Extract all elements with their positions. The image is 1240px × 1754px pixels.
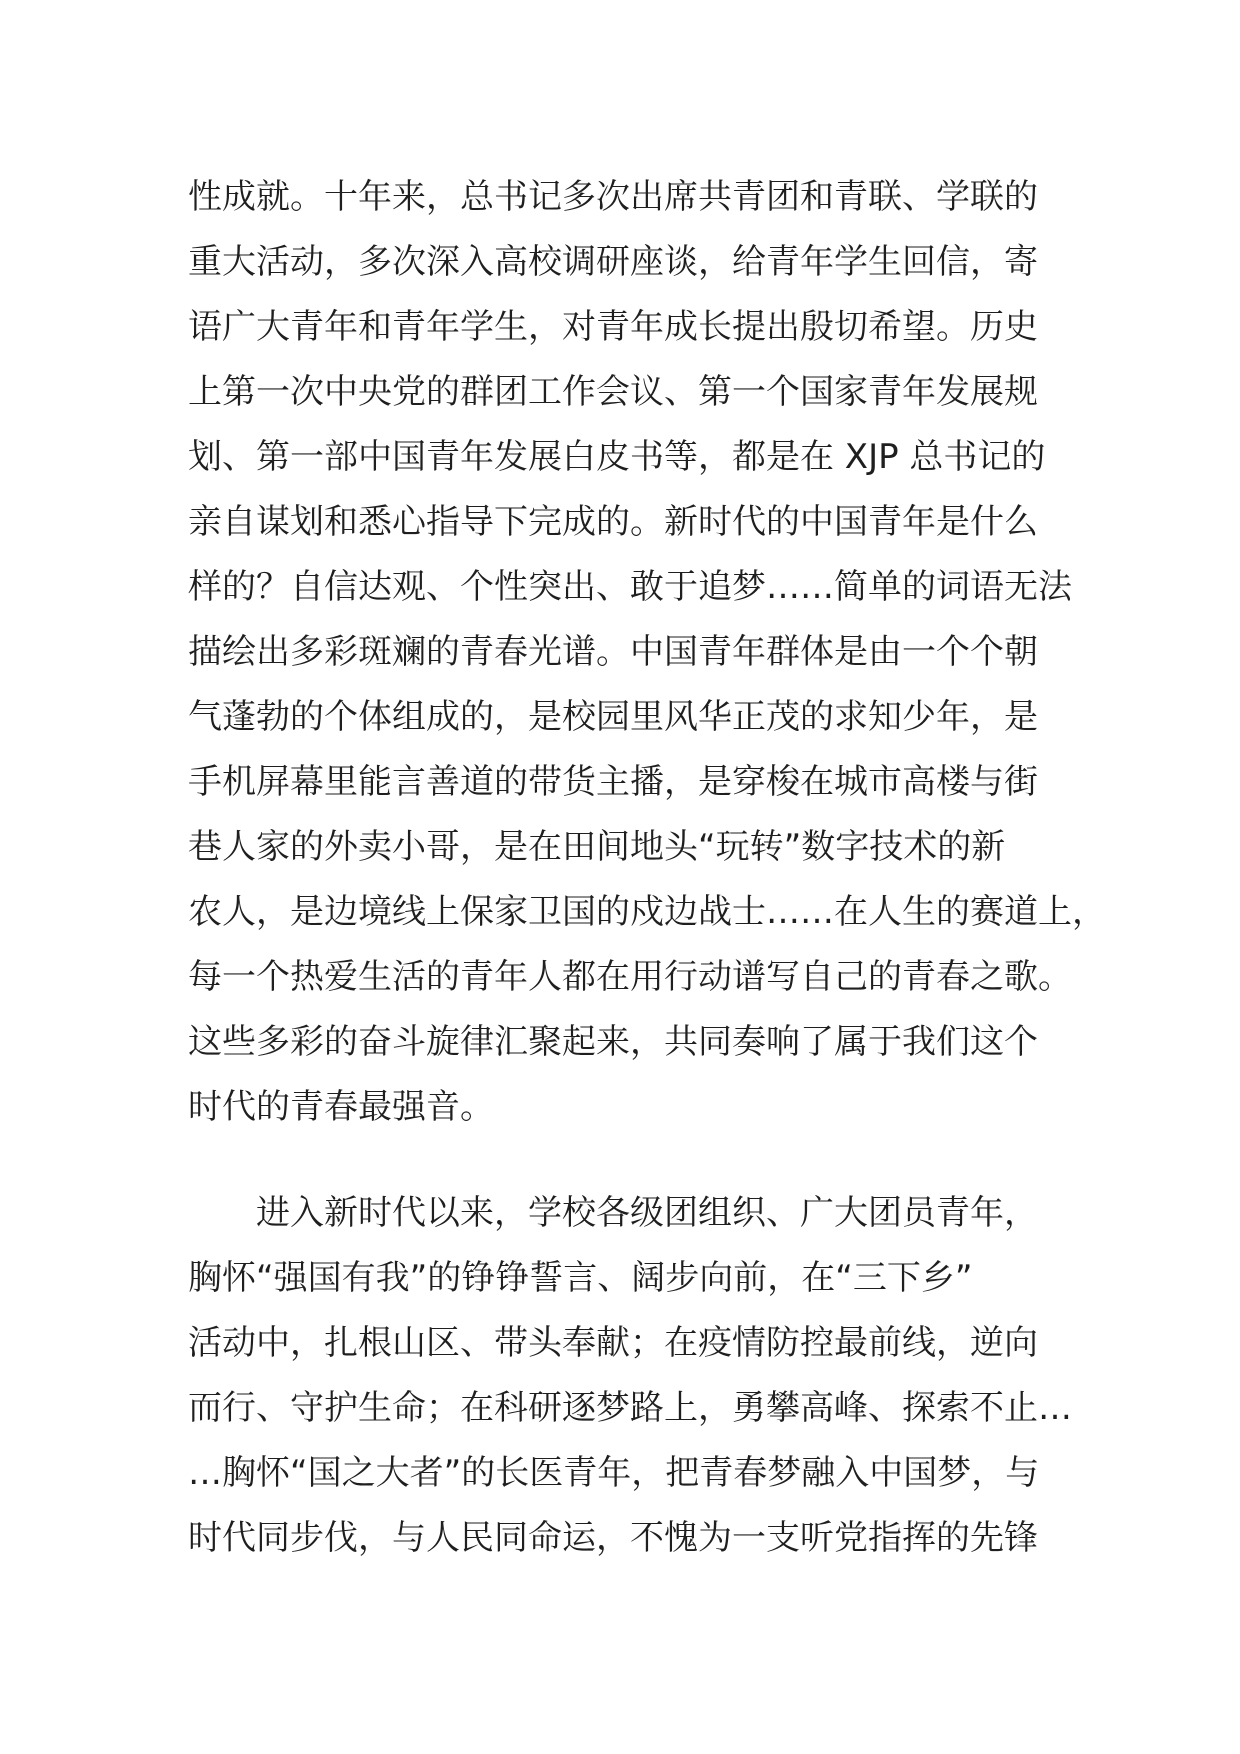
text-line: 样的？自信达观、个性突出、敢于追梦……简单的词语无法 bbox=[188, 567, 1072, 607]
text-line: 时代的青春最强音。 bbox=[188, 1087, 494, 1127]
text-line: 描绘出多彩斑斓的青春光谱。中国青年群体是由一个个朝 bbox=[188, 632, 1038, 672]
text-line: 手机屏幕里能言善道的带货主播，是穿梭在城市高楼与街 bbox=[188, 762, 1038, 802]
text-line: 巷人家的外卖小哥，是在田间地头“玩转”数字技术的新 bbox=[188, 827, 1006, 867]
text-line: 划、第一部中国青年发展白皮书等，都是在 XJP 总书记的 bbox=[188, 437, 1046, 477]
text-line: 进入新时代以来，学校各级团组织、广大团员青年， bbox=[188, 1193, 1038, 1233]
text-line: 农人，是边境线上保家卫国的戍边战士……在人生的赛道上， bbox=[188, 892, 1106, 932]
text-line: 上第一次中央党的群团工作会议、第一个国家青年发展规 bbox=[188, 372, 1038, 412]
text-line: 性成就。十年来，总书记多次出席共青团和青联、学联的 bbox=[188, 177, 1038, 217]
text-line: 活动中，扎根山区、带头奉献；在疫情防控最前线，逆向 bbox=[188, 1323, 1038, 1363]
text-line: 这些多彩的奋斗旋律汇聚起来，共同奏响了属于我们这个 bbox=[188, 1022, 1038, 1062]
text-line: 时代同步伐，与人民同命运，不愧为一支听党指挥的先锋 bbox=[188, 1518, 1038, 1558]
text-line: 每一个热爱生活的青年人都在用行动谱写自己的青春之歌。 bbox=[188, 957, 1072, 997]
paragraph-2 bbox=[188, 1181, 1088, 1571]
text-line: …胸怀“国之大者”的长医青年，把青春梦融入中国梦，与 bbox=[188, 1453, 1040, 1493]
text-line: 而行、守护生命；在科研逐梦路上，勇攀高峰、探索不止… bbox=[188, 1388, 1072, 1428]
text-line: 亲自谋划和悉心指导下完成的。新时代的中国青年是什么 bbox=[188, 502, 1038, 542]
text-line: 胸怀“强国有我”的铮铮誓言、阔步向前，在“三下乡” bbox=[188, 1258, 973, 1298]
text-line: 气蓬勃的个体组成的，是校园里风华正茂的求知少年，是 bbox=[188, 697, 1038, 737]
paragraph-1 bbox=[188, 165, 1106, 1140]
text-line: 重大活动，多次深入高校调研座谈，给青年学生回信，寄 bbox=[188, 242, 1038, 282]
text-line: 语广大青年和青年学生，对青年成长提出殷切希望。历史 bbox=[188, 307, 1038, 347]
